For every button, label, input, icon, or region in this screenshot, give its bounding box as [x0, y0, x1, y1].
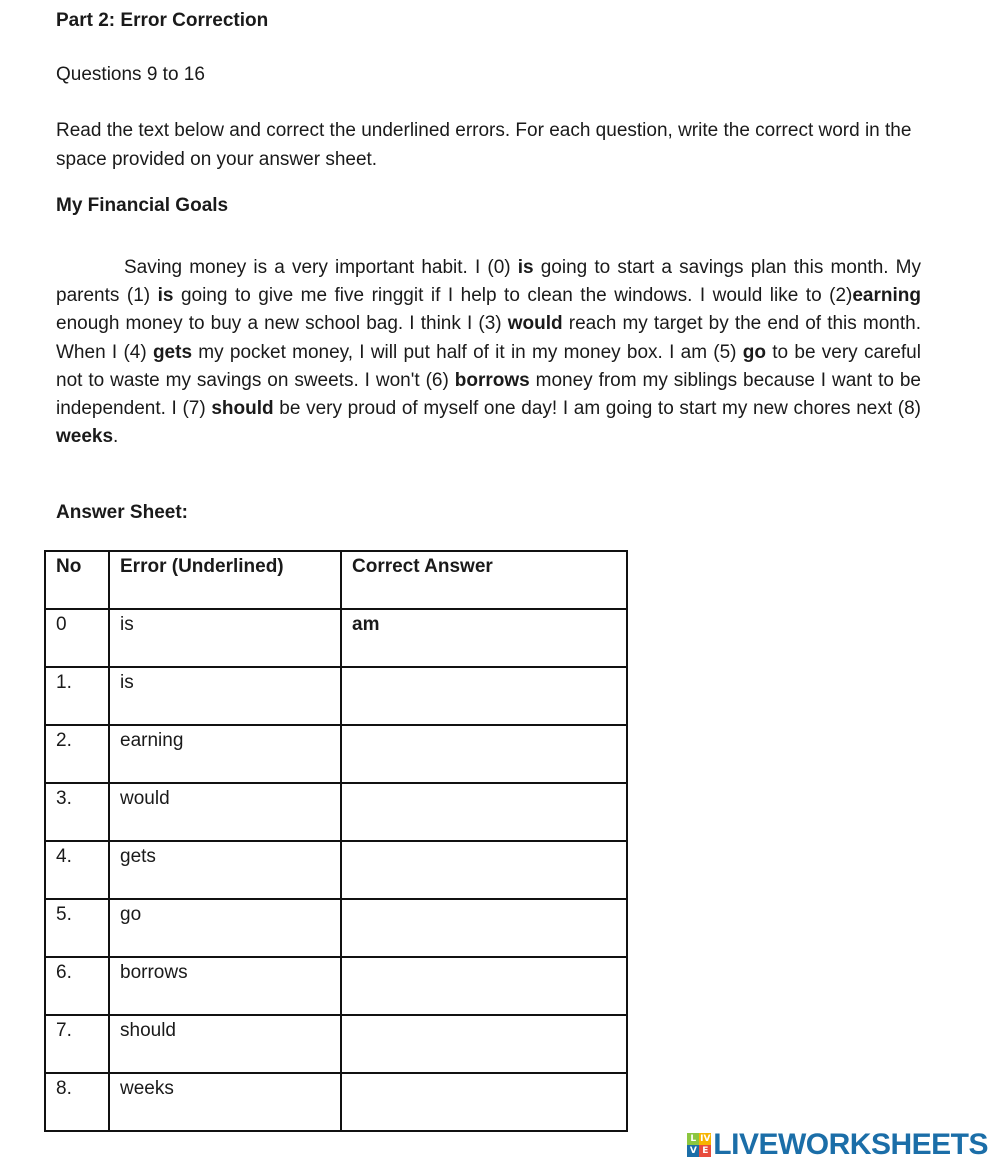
table-row [45, 841, 627, 899]
story-text: money from my siblings because I want to be independent. I (7) [56, 369, 921, 420]
cell-answer[interactable] [341, 725, 627, 783]
table-row [45, 725, 627, 783]
cell-error: is [109, 609, 341, 667]
story-text: enough money to buy a new school bag. I think I (3) [56, 313, 508, 335]
logo-text: LIVEWORKSHEETS [713, 1128, 988, 1161]
liveworksheets-mark-icon [687, 1133, 711, 1157]
instructions: Read the text below and correct the underlined errors. For each question, write the correct word in the space provided on your answer sheet. [56, 120, 912, 170]
cell-answer[interactable] [341, 1073, 627, 1131]
story-error-word: earning [852, 285, 921, 307]
cell-answer[interactable]: am [341, 609, 627, 667]
table-header-row [45, 551, 627, 609]
table-row [45, 783, 627, 841]
answer-table [44, 550, 628, 1132]
cell-no: 1. [45, 667, 109, 725]
questions-range: Questions 9 to 16 [56, 64, 205, 85]
cell-error: would [109, 783, 341, 841]
story-error-word: should [211, 398, 274, 420]
cell-error: should [109, 1015, 341, 1073]
logo-tile: V [687, 1145, 699, 1157]
cell-no: 5. [45, 899, 109, 957]
cell-error: go [109, 899, 341, 957]
story-text: Saving money is a very important habit. I (0) [124, 257, 518, 278]
cell-error: earning [109, 725, 341, 783]
cell-answer[interactable] [341, 899, 627, 957]
story-error-word: go [742, 341, 766, 363]
story-title: My Financial Goals [56, 195, 229, 216]
header-correct-answer: Correct Answer [341, 551, 627, 609]
cell-error: is [109, 667, 341, 725]
answer-sheet-title: Answer Sheet: [56, 502, 188, 523]
cell-no: 4. [45, 841, 109, 899]
table-row [45, 899, 627, 957]
table-row [45, 957, 627, 1015]
cell-answer[interactable] [341, 957, 627, 1015]
header-error: Error (Underlined) [109, 551, 341, 609]
cell-no: 0 [45, 609, 109, 667]
part-title: Part 2: Error Correction [56, 10, 269, 31]
cell-answer[interactable] [341, 841, 627, 899]
cell-answer[interactable] [341, 1015, 627, 1073]
cell-answer[interactable] [341, 667, 627, 725]
story-error-word: is [517, 257, 534, 278]
cell-no: 6. [45, 957, 109, 1015]
cell-no: 8. [45, 1073, 109, 1131]
logo-tile: L [687, 1133, 699, 1145]
story-text: reach my target by the end of this month. When I (4) [56, 313, 921, 363]
logo-tile: IV [700, 1134, 711, 1144]
story-text: to be very careful not to waste my savings on sweets. I won't (6) [56, 341, 921, 391]
table-row [45, 667, 627, 725]
story-text: going to give me five ringgit if I help to clean the windows. I would like to (2) [173, 285, 853, 307]
cell-no: 2. [45, 725, 109, 783]
liveworksheets-logo [687, 1128, 988, 1162]
cell-error: borrows [109, 957, 341, 1015]
cell-answer[interactable] [341, 783, 627, 841]
cell-error: weeks [109, 1073, 341, 1131]
story-paragraph [56, 254, 921, 451]
story-error-word: would [507, 313, 563, 335]
table-row [45, 1073, 627, 1131]
cell-no: 3. [45, 783, 109, 841]
story-text: . [113, 426, 119, 448]
story-text: be very proud of myself one day! I am going to start my new chores next (8) [273, 398, 921, 420]
table-row [45, 609, 627, 667]
story-text: going to start a savings plan this month. My parents (1) [56, 257, 922, 307]
story-error-word: borrows [454, 369, 530, 391]
cell-error: gets [109, 841, 341, 899]
answer-table-body [45, 609, 627, 1131]
logo-tile: E [699, 1145, 711, 1157]
table-row [45, 1015, 627, 1073]
story-error-word: gets [152, 341, 193, 363]
cell-no: 7. [45, 1015, 109, 1073]
header-no: No [45, 551, 109, 609]
story-error-word: is [157, 285, 174, 307]
story-error-word: weeks [56, 426, 114, 448]
story-text: my pocket money, I will put half of it in my money box. I am (5) [192, 341, 743, 363]
